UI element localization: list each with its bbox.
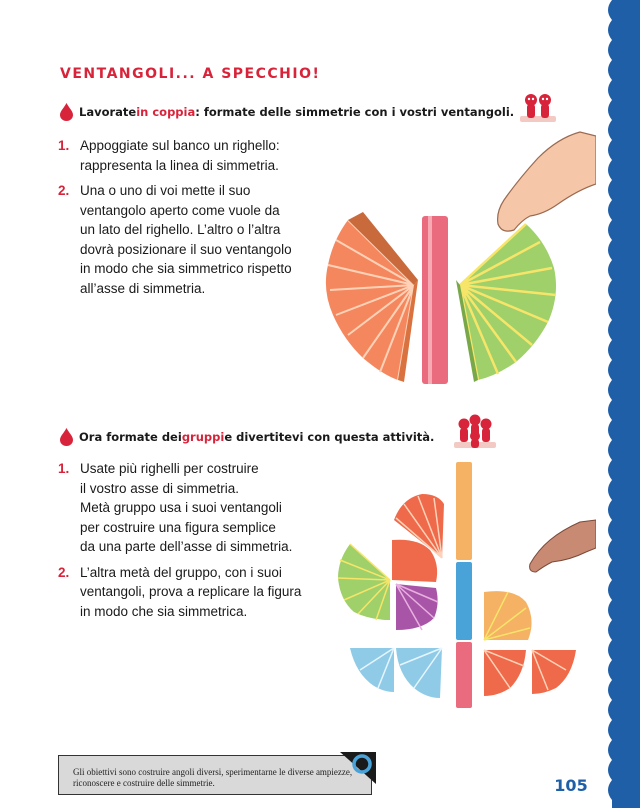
hand-illustration [530,520,596,572]
page-number: 105 [554,775,588,795]
red-drop-icon [60,103,73,121]
step-number: 1. [58,461,70,476]
page-title: VENTANGOLI... A SPECCHIO! [60,66,321,82]
step-number: 2. [58,564,70,580]
note-badge-icon [340,752,376,784]
step-text: Una o uno di voi mette il suo ventangolo aperto come vuole da un lato del righello. L’altro o l’altra dovrà posizionare il suo ventangolo in modo che sia simmetrico rispetto all’asse di simmetria. [80,183,292,296]
section2-instruction-pre: Ora formate dei [79,430,182,444]
section2-instruction [60,426,434,448]
group-icon [452,414,498,452]
fan-symmetry-illustration [318,130,596,388]
section2-steps [58,459,301,627]
list-item [58,136,292,175]
list-item [58,459,301,557]
step-text: Usate più righelli per costruire il vostro asse di simmetria. Metà gruppo usa i suoi ventangoli per costruire una figura semplice da una parte dell’asse di simmetria. [80,461,293,554]
green-fan-illustration [456,224,556,382]
ruler [456,562,472,640]
hand-illustration [498,132,596,231]
ruler [422,216,448,384]
section1-instruction-highlight: in coppia [136,105,196,119]
section2-instruction-highlight: gruppi [181,430,225,444]
step-text: Appoggiate sul banco un righello: rappresenta la linea di simmetria. [80,138,280,173]
section1-instruction-pre: Lavorate [79,105,137,119]
red-drop-icon [60,428,73,446]
teacher-note [58,755,372,795]
page-wavy-border [596,0,640,808]
step-number: 2. [58,183,70,198]
section1-steps [58,136,292,304]
section2-instruction-post: e divertitevi con questa attività. [224,430,435,444]
pair-icon [518,92,558,126]
step-text: L’altra metà del gruppo, con i suoi ventangoli, prova a replicare la figura in modo che sia simmetrica. [80,564,302,619]
step-number: 1. [58,138,70,153]
orange-fan-illustration [326,212,418,382]
ruler [456,642,472,708]
teacher-note-text: Gli obiettivi sono costruire angoli diversi, sperimentarne le diverse ampiezze, riconoscere e costruire delle simmetrie. [73,767,353,788]
section1-instruction [60,101,514,123]
ruler [456,462,472,560]
list-item [58,181,292,298]
group-fan-illustration [330,460,596,710]
section1-instruction-post: : formate delle simmetrie con i vostri ventangoli. [195,105,515,119]
list-item [58,563,301,622]
